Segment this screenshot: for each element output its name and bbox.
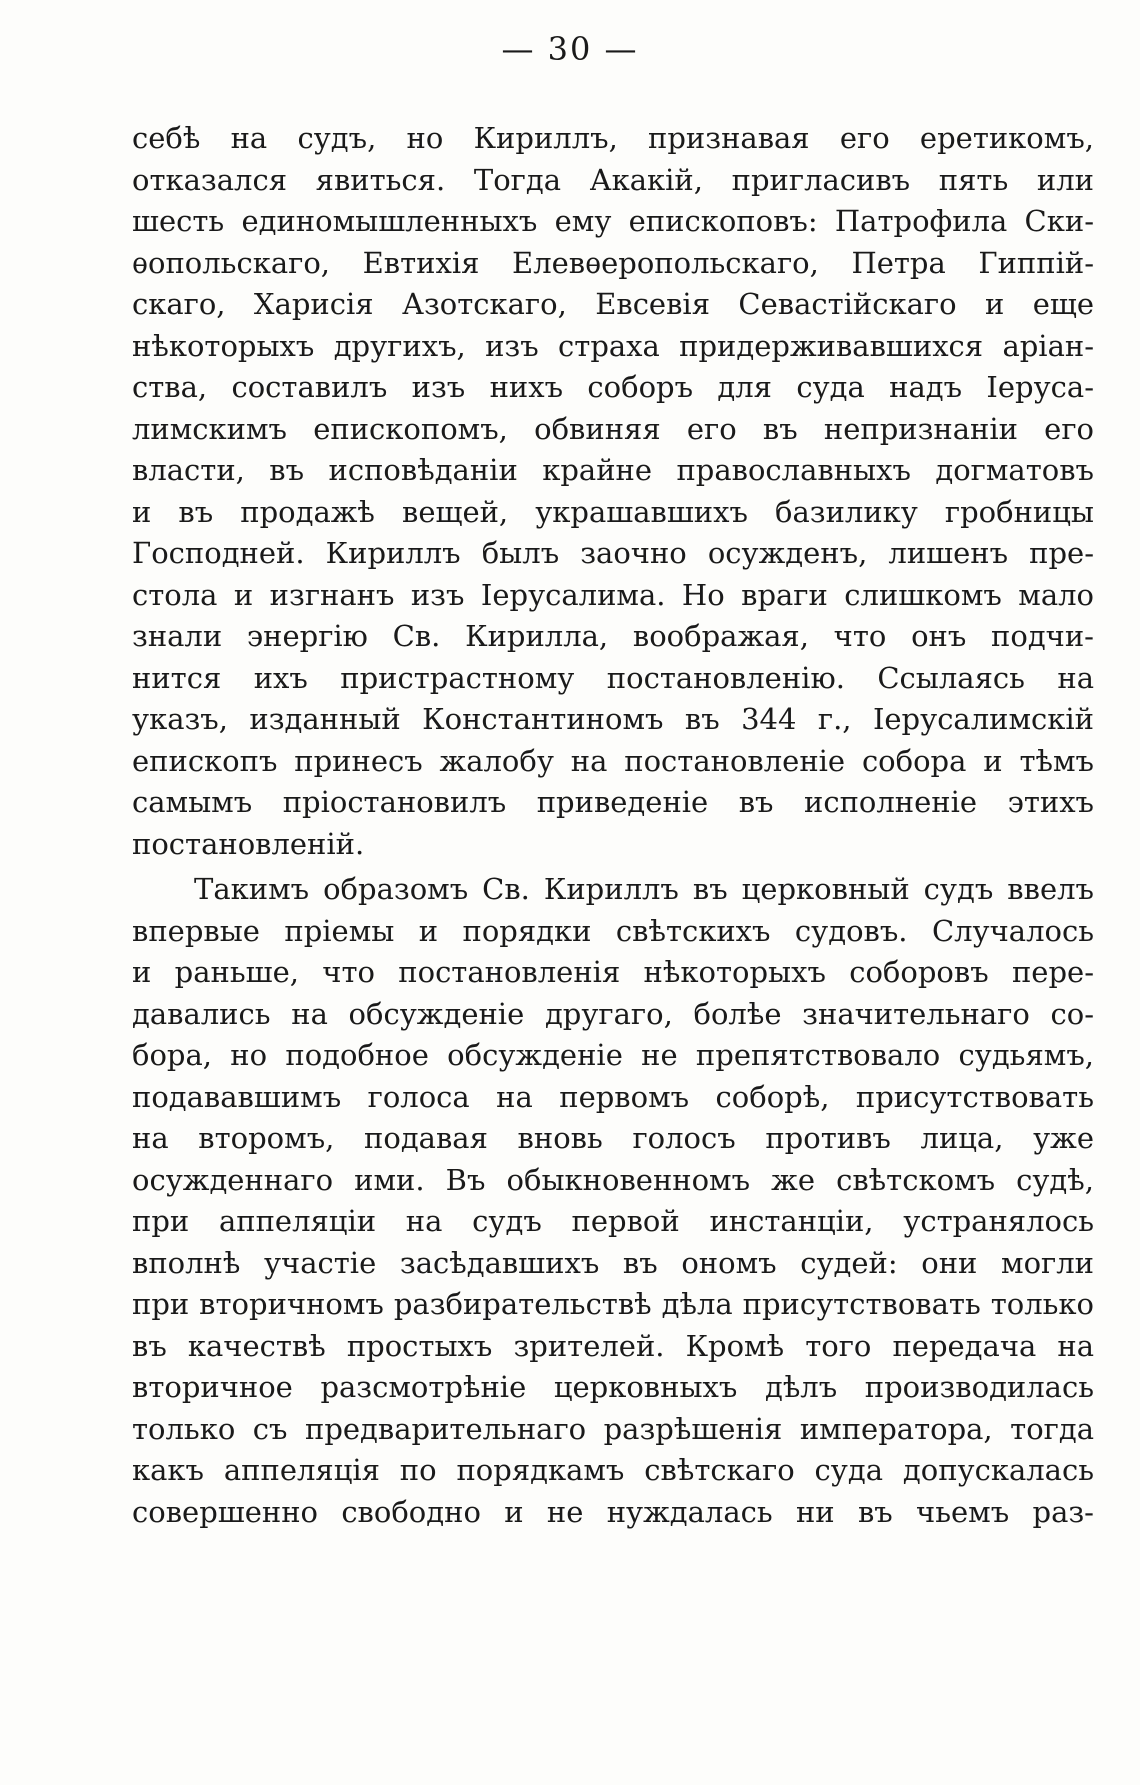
text-line: знали энергію Св. Кирилла, воображая, что онъ подчи- xyxy=(132,619,1094,653)
text-line: отказался явиться. Тогда Акакій, пригласивъ пять или xyxy=(132,162,1094,197)
text-line: вполнѣ участіе засѣдавшихъ въ ономъ судей: они могли xyxy=(132,1245,1094,1280)
text-line: впервые пріемы и порядки свѣтскихъ судовъ. Случалось xyxy=(132,913,1094,948)
text-line: епископъ принесъ жалобу на постановленіе собора и тѣмъ xyxy=(132,743,1094,778)
text-line: совершенно свободно и не нуждалась ни въ чьемъ раз- xyxy=(132,1494,1094,1529)
text-line: скаго, Харисія Азотскаго, Евсевія Севастійскаго и еще xyxy=(132,287,1094,321)
text-line: въ качествѣ простыхъ зрителей. Кромѣ того передача на xyxy=(132,1328,1094,1363)
text-line: и въ продажѣ вещей, украшавшихъ базилику гробницы xyxy=(132,494,1094,529)
text-line: нѣкоторыхъ другихъ, изъ страха придерживавшихся аріан- xyxy=(132,328,1094,363)
text-line: ства, составилъ изъ нихъ соборъ для суда надъ Іеруса- xyxy=(132,370,1094,404)
text-line: при вторичномъ разбирательствѣ дѣла присутствовать только xyxy=(132,1287,1094,1321)
text-line: только съ предварительнаго разрѣшенія императора, тогда xyxy=(132,1411,1094,1446)
text-line: на второмъ, подавая вновь голосъ противъ лица, уже xyxy=(132,1121,1094,1155)
text-line: подававшимъ голоса на первомъ соборѣ, присутствовать xyxy=(132,1079,1094,1114)
text-line: нится ихъ пристрастному постановленію. Ссылаясь на xyxy=(132,660,1094,695)
text-line: власти, въ исповѣданіи крайне православныхъ догматовъ xyxy=(132,453,1094,487)
text-line: самымъ пріостановилъ приведеніе въ исполненіе этихъ xyxy=(132,785,1094,819)
text-line: осужденнаго ими. Въ обыкновенномъ же свѣтскомъ судѣ, xyxy=(132,1162,1094,1197)
text-line: себѣ на судъ, но Кириллъ, признавая его еретикомъ, xyxy=(132,121,1094,155)
text-line: бора, но подобное обсужденіе не препятствовало судьямъ, xyxy=(132,1038,1094,1072)
text-line: постановленій. xyxy=(132,826,365,861)
text-line: указъ, изданный Константиномъ въ 344 г., Іерусалимскій xyxy=(132,702,1094,736)
text-line: вторичное разсмотрѣніе церковныхъ дѣлъ производилась xyxy=(132,1370,1094,1404)
text-line: и раньше, что постановленія нѣкоторыхъ соборовъ пере- xyxy=(132,955,1094,989)
text-line: давались на обсужденіе другаго, болѣе значительнаго со- xyxy=(132,996,1094,1031)
text-line: какъ аппеляція по порядкамъ свѣтскаго суда допускалась xyxy=(132,1453,1094,1487)
text-line: шесть единомышленныхъ ему епископовъ: Патрофила Ски- xyxy=(132,204,1094,238)
text-line: ѳопольскаго, Евтихія Елевѳеропольскаго, Петра Гиппій- xyxy=(132,245,1094,280)
text-line: Господней. Кириллъ былъ заочно осужденъ, лишенъ пре- xyxy=(132,536,1094,570)
text-line: при аппеляціи на судъ первой инстанціи, устранялось xyxy=(132,1204,1094,1238)
paragraph-1 xyxy=(132,118,1094,865)
page-number: — 30 — xyxy=(501,30,639,68)
body-text xyxy=(132,118,1094,1533)
text-line: Такимъ образомъ Св. Кириллъ въ церковный судъ ввелъ xyxy=(194,872,1094,906)
text-line: лимскимъ епископомъ, обвиняя его въ непризнаніи его xyxy=(132,411,1094,446)
paragraph-2 xyxy=(132,869,1094,1533)
text-line: стола и изгнанъ изъ Іерусалима. Но враги слишкомъ мало xyxy=(132,577,1094,612)
